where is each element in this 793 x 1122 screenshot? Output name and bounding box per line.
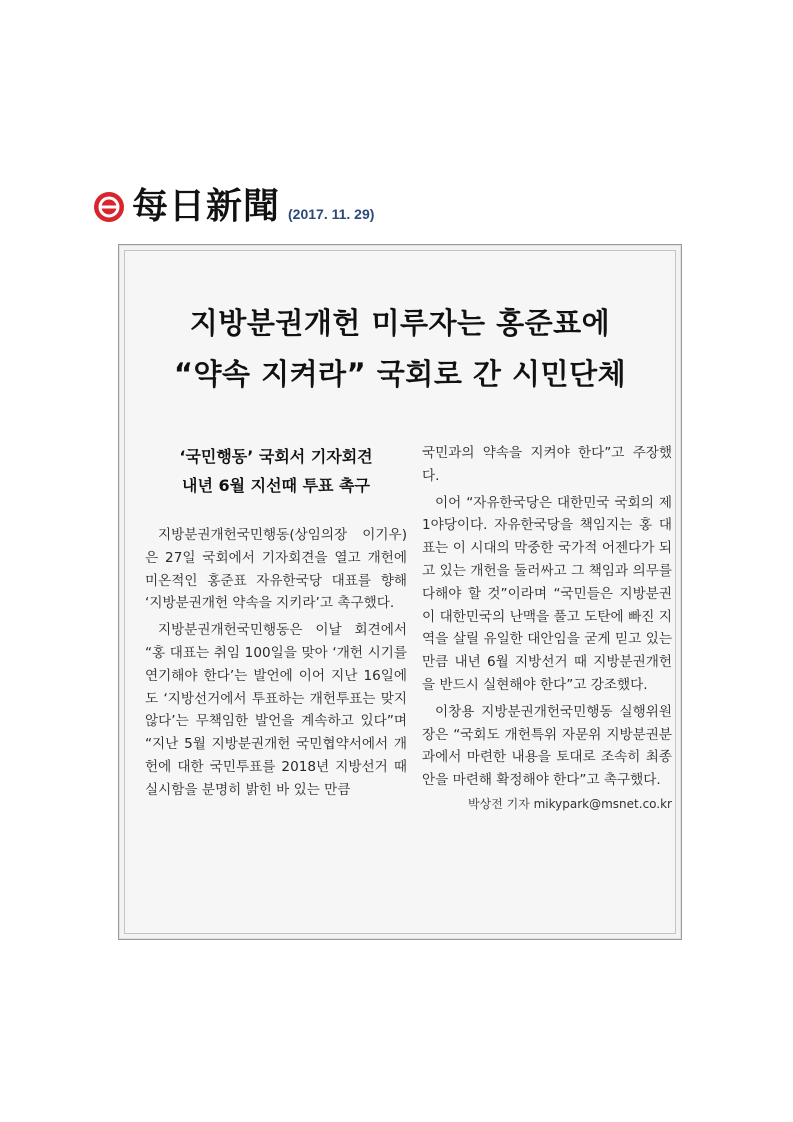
article-column-right [422,442,672,814]
article-column-left [145,442,407,802]
body-paragraph: 이어 “자유한국당은 대한민국 국회의 제1야당이다. 자유한국당을 책임지는 홍 대표는 이 시대의 막중한 국가적 어젠다가 되고 있는 개헌을 둘러싸고 그 책임과 의무를 다해야 할 것”이라며 “국민들은 지방분권이 대한민국의 난맥을 풀고 도탄에 빠진 지역을 살릴 유일한 대안임을 굳게 믿고 있는 만큼 내년 6월 지방선거 때 지방분권개헌을 반드시 실현해야 한다”고 강조했다. [422,494,672,693]
body-paragraph-continued: 국민과의 약속을 지켜야 한다”고 주장했다. [422,445,672,484]
article-headline [125,298,675,400]
newspaper-name: 每日新聞 [132,185,281,227]
subhead-line-1: ‘국민행동’ 국회서 기자회견 [179,447,373,466]
body-paragraph: 이창용 지방분권개헌국민행동 실행위원장은 “국회도 개헌특위 자문위 지방분권분과에서 마련한 내용을 토대로 조속히 최종안을 마련해 확정해야 한다”고 촉구했다. [422,703,672,789]
newspaper-logo-icon [92,190,126,224]
headline-line-1: 지방분권개헌 미루자는 홍준표에 [189,306,611,340]
body-paragraph: 지방분권개헌국민행동(상임의장 이기우)은 27일 국회에서 기자회견을 열고 개헌에 미온적인 홍준표 자유한국당 대표를 향해 ‘지방분권개헌 약속을 지키라’고 촉구했다. [145,527,407,612]
publication-date: (2017. 11. 29) [288,206,375,222]
article-clipping [118,244,682,940]
article-frame [124,250,676,934]
article-subhead [145,442,407,500]
headline-line-2: “약속 지켜라” 국회로 간 시민단체 [173,357,627,391]
subhead-line-2: 내년 6월 지선때 투표 촉구 [182,476,370,495]
masthead [92,186,374,226]
body-paragraph: 지방분권개헌국민행동은 이날 회견에서 “홍 대표는 취임 100일을 맞아 ‘개헌 시기를 연기해야 한다’는 발언에 이어 지난 16일에도 ‘지방선거에서 투표하는 개헌투표는 맞지 않다’는 무책임한 발언을 계속하고 있다”며 “지난 5월 지방분권개헌 국민협약서에서 개헌에 대한 국민투표를 2018년 지방선거 때 실시함을 분명히 밝힌 바 있는 만큼 [145,622,407,798]
article-byline: 박상전 기자 mikypark@msnet.co.kr [468,796,672,811]
